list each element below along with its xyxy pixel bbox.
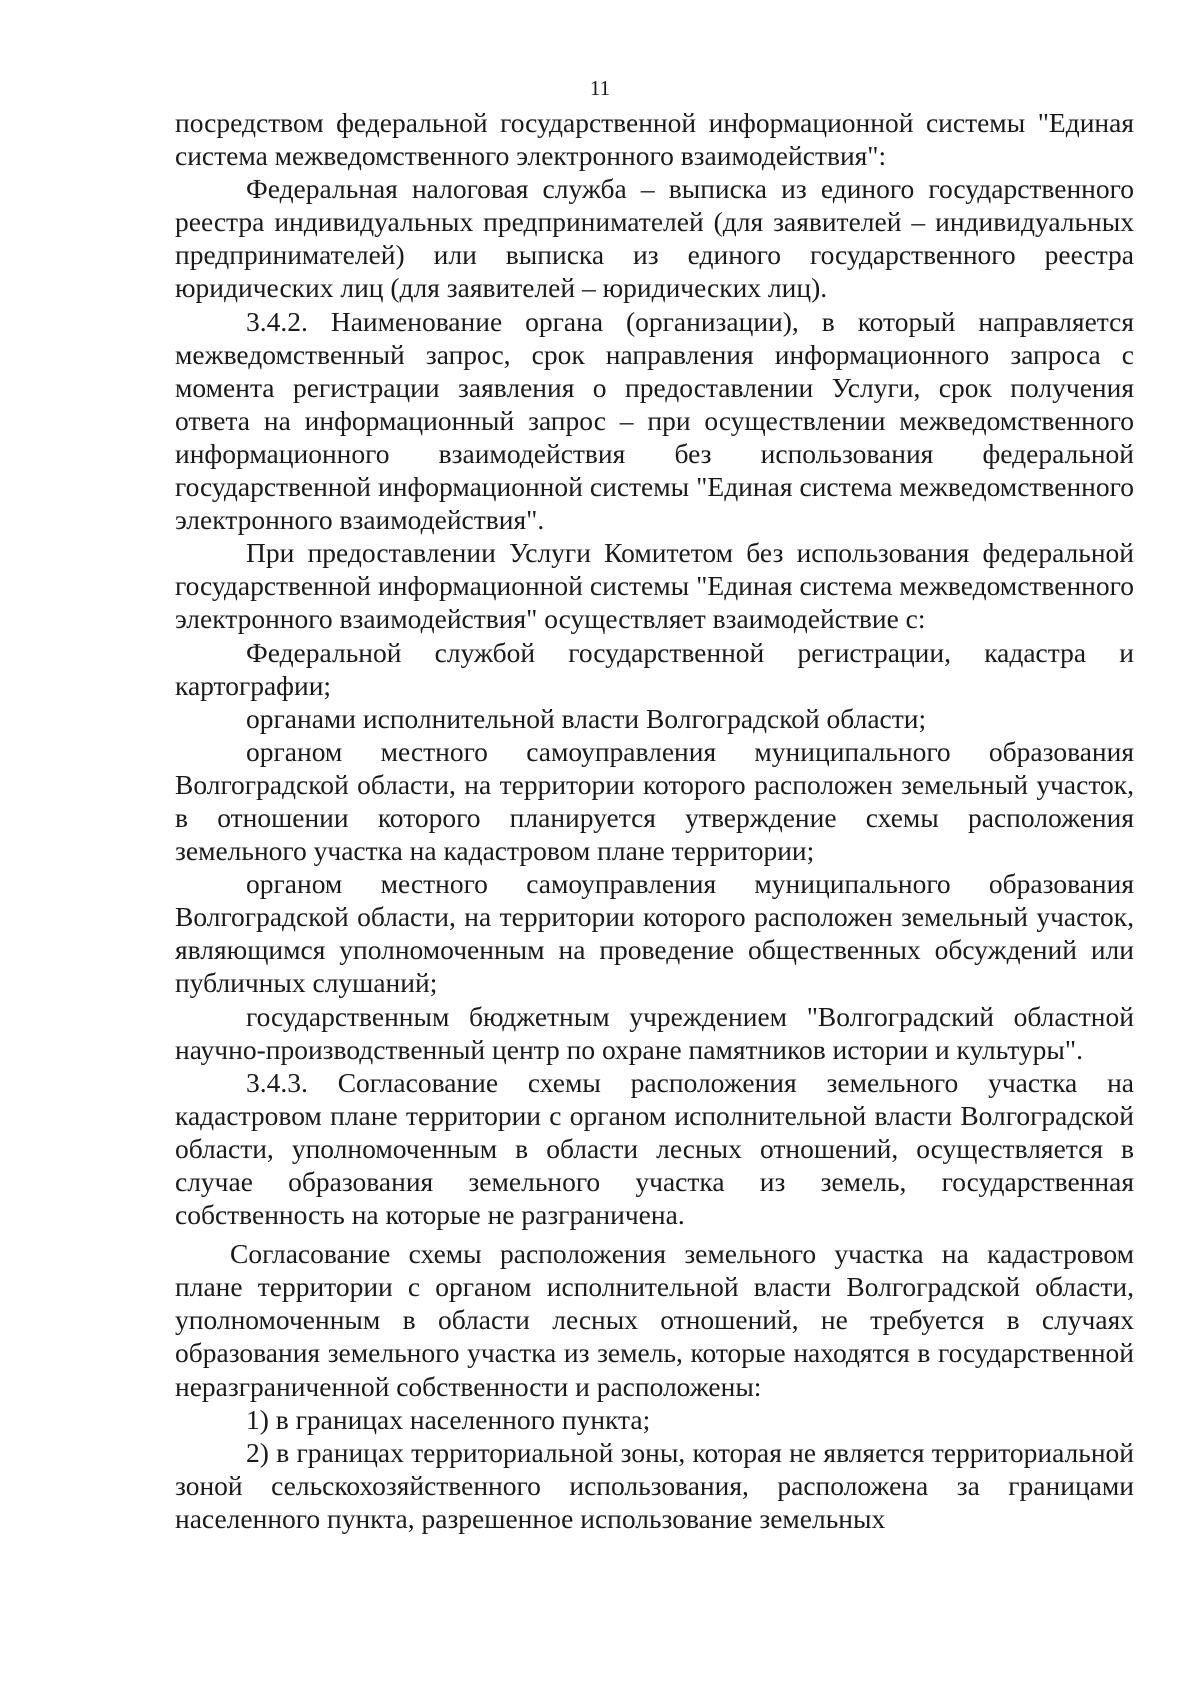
list-item-1: 1) в границах населенного пункта; — [246, 1403, 651, 1435]
list-item-2: 2) в границах территориальной зоны, которая не является территориальной зоной сельскохозяйственного использования, расположена за границами населенного пункта, разрешенное использование земельных — [175, 1436, 1134, 1534]
paragraph-interaction: При предоставлении Услуги Комитетом без использования федеральной государственной информационной системы "Единая система межведомственного электронного взаимодействия" осуществляет взаимодействие с: — [175, 537, 1134, 635]
page-number: 11 — [589, 76, 611, 100]
list-item-heritage-center: государственным бюджетным учреждением "Волгоградский областной научно-производственный центр по охране памятников истории и культуры". — [175, 1000, 1134, 1065]
paragraph-approval-not-required: Согласование схемы расположения земельного участка на кадастровом плане территории с органом исполнительной власти Волгоградской области, уполномоченным в области лесных отношений, не требуется в случаях образования земельного участка из земель, которые находятся в государственной неразграниченной собственности и расположены: — [175, 1238, 1134, 1402]
paragraph-3-4-2: 3.4.2. Наименование органа (организации), в который направляется межведомственный запрос, срок направления информационного запроса с момента регистрации заявления о предоставлении Услуги, срок получения ответа на информационный запрос – при осуществлении межведомственного информационного взаимодействия без использования федеральной государственной информационной системы "Единая система межведомственного электронного взаимодействия". — [175, 305, 1134, 536]
paragraph-3-4-3: 3.4.3. Согласование схемы расположения земельного участка на кадастровом плане территории с органом исполнительной власти Волгоградской области, уполномоченным в области лесных отношений, осуществляется в случае образования земельного участка из земель, государственная собственность на которые не разграничена. — [175, 1066, 1134, 1231]
list-item-rosreestr: Федеральной службой государственной регистрации, кадастра и картографии; — [175, 636, 1134, 701]
paragraph-tax-service: Федеральная налоговая служба – выписка из единого государственного реестра индивидуальных предпринимателей (для заявителей – индивидуальных предпринимателей) или выписка из единого государственного реестра юридических лиц (для заявителей – юридических лиц). — [175, 173, 1134, 304]
list-item-local-government-approval: органом местного самоуправления муниципального образования Волгоградской области, на территории которого расположен земельный участок, в отношении которого планируется утверждение схемы расположения земельного участка на кадастровом плане территории; — [175, 735, 1134, 867]
document-body — [175, 106, 1134, 1535]
list-item-local-government-hearings: органом местного самоуправления муниципального образования Волгоградской области, на территории которого расположен земельный участок, являющимся уполномоченным на проведение общественных обсуждений или публичных слушаний; — [175, 868, 1134, 999]
paragraph-continuation: посредством федеральной государственной информационной системы "Единая система межведомственного электронного взаимодействия": — [175, 107, 1134, 172]
list-item-executive-bodies: органами исполнительной власти Волгоградской области; — [246, 702, 927, 734]
